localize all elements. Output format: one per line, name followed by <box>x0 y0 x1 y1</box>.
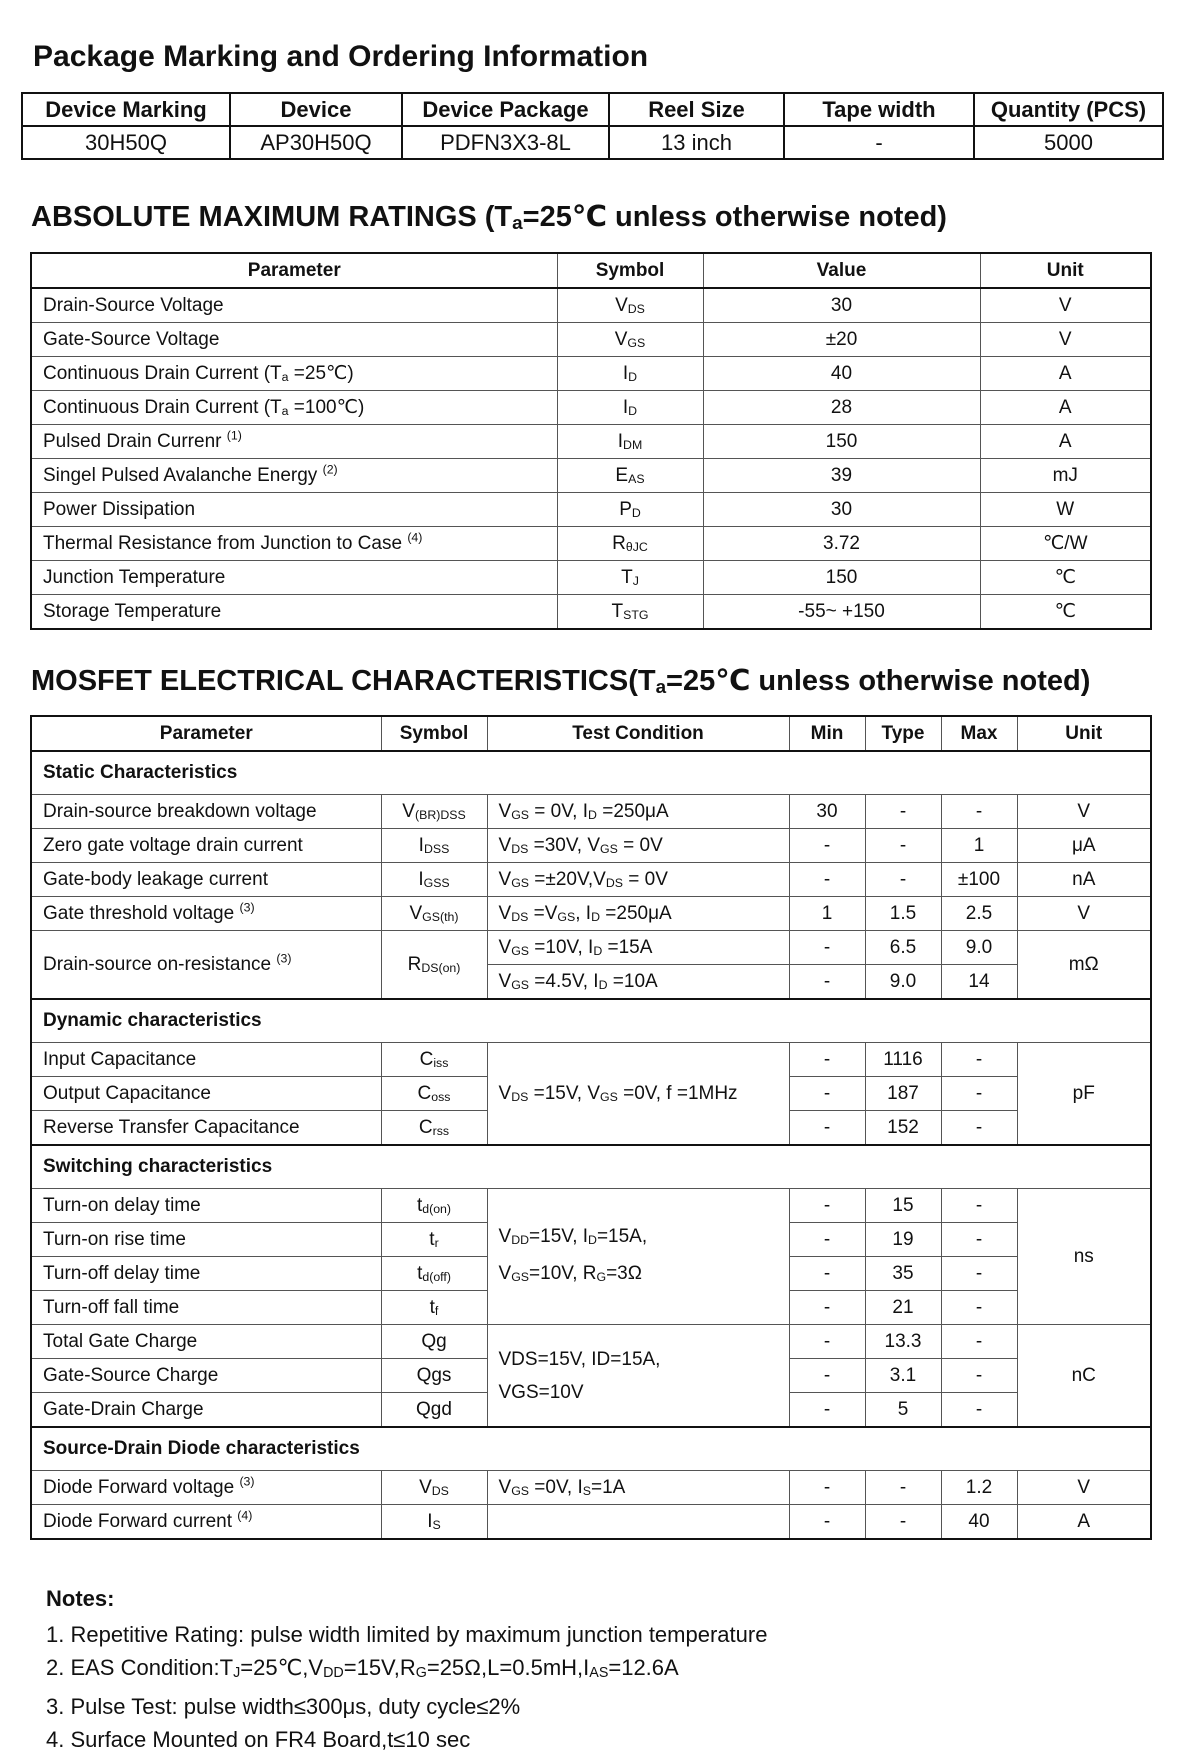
quantity-value: 5000 <box>974 126 1163 159</box>
test-condition-cell: $V_{GS} = 0V$, $I_D =250\mu A$ <box>487 795 789 829</box>
symbol-cell: Qgs <box>381 1359 487 1393</box>
unit-cell: μA <box>1017 829 1151 863</box>
symbol-cell: $I_D$ <box>557 357 703 391</box>
unit-cell: A <box>1017 1505 1151 1540</box>
min-cell: - <box>789 1189 865 1223</box>
type-cell: 3.1 <box>865 1359 941 1393</box>
test-condition-cell: $V_{GS} =10V$, $I_D =15A$ <box>487 931 789 965</box>
type-cell: 15 <box>865 1189 941 1223</box>
symbol-cell: $I_D$ <box>557 391 703 425</box>
max-cell: - <box>941 1111 1017 1146</box>
value-cell: 39 <box>703 459 980 493</box>
header-value: Value <box>703 253 980 288</box>
mos-table-row <box>31 829 1151 863</box>
value-cell: -55~ +150 <box>703 595 980 630</box>
mos-table-row <box>31 897 1151 931</box>
header-device-marking: Device Marking <box>22 93 230 126</box>
abs-table-row <box>31 323 1151 357</box>
header-tape-width: Tape width <box>784 93 974 126</box>
max-cell: - <box>941 1393 1017 1428</box>
section-title: Switching characteristics <box>31 1145 1151 1189</box>
parameter-cell: Drain-Source Voltage <box>31 288 557 323</box>
symbol-cell: $t_f$ <box>381 1291 487 1325</box>
parameter-cell: Diode Forward current $^{(4)}$ <box>31 1505 381 1540</box>
parameter-cell: Turn-off delay time <box>31 1257 381 1291</box>
device-marking-value: 30H50Q <box>22 126 230 159</box>
symbol-cell: $C_{iss}$ <box>381 1043 487 1077</box>
symbol-cell: $T_J$ <box>557 561 703 595</box>
symbol-cell: $R_{\theta JC}$ <box>557 527 703 561</box>
symbol-cell: $V_{GS(th)}$ <box>381 897 487 931</box>
notes-section <box>46 1586 767 1756</box>
symbol-cell: $T_{STG}$ <box>557 595 703 630</box>
mos-table-row <box>31 1505 1151 1540</box>
max-cell: 2.5 <box>941 897 1017 931</box>
min-cell: 1 <box>789 897 865 931</box>
parameter-cell: Thermal Resistance from Junction to Case $^{(4)}$ <box>31 527 557 561</box>
parameter-cell: Storage Temperature <box>31 595 557 630</box>
header-device-package: Device Package <box>402 93 609 126</box>
parameter-cell: Gate-body leakage current <box>31 863 381 897</box>
parameter-cell: Pulsed Drain Currenr $^{(1)}$ <box>31 425 557 459</box>
absolute-ratings-heading: ABSOLUTE MAXIMUM RATINGS ($T_a=25℃$ unless otherwise noted) <box>31 201 947 233</box>
header-parameter: Parameter <box>31 253 557 288</box>
value-cell: 30 <box>703 493 980 527</box>
test-condition-cell: $V_{GS} =0V$, $I_S=1A$ <box>487 1471 789 1505</box>
abs-table-row <box>31 425 1151 459</box>
note-item: 1. Repetitive Rating: pulse width limited by maximum junction temperature <box>46 1622 768 1647</box>
type-cell: 21 <box>865 1291 941 1325</box>
symbol-cell: $E_{AS}$ <box>557 459 703 493</box>
test-condition-cell: $V_{GS} =\pm 20V,V_{DS} = 0V$ <box>487 863 789 897</box>
min-cell: - <box>789 1077 865 1111</box>
parameter-cell: Turn-on rise time <box>31 1223 381 1257</box>
unit-cell: A <box>980 357 1151 391</box>
min-cell: - <box>789 965 865 1000</box>
max-cell: 40 <box>941 1505 1017 1540</box>
mos-table-row <box>31 1325 1151 1359</box>
max-cell: ±100 <box>941 863 1017 897</box>
parameter-cell: Zero gate voltage drain current <box>31 829 381 863</box>
symbol-cell: $t_{d(off)}$ <box>381 1257 487 1291</box>
value-cell: 40 <box>703 357 980 391</box>
parameter-cell: Gate-Source Charge <box>31 1359 381 1393</box>
value-cell: 3.72 <box>703 527 980 561</box>
symbol-cell: $t_r$ <box>381 1223 487 1257</box>
value-cell: 150 <box>703 561 980 595</box>
abs-table-row <box>31 595 1151 630</box>
unit-cell: A <box>980 391 1151 425</box>
symbol-cell: $t_{d(on)}$ <box>381 1189 487 1223</box>
min-cell: - <box>789 1325 865 1359</box>
type-cell: - <box>865 829 941 863</box>
note-item: 4. Surface Mounted on FR4 Board,t≤10 sec <box>46 1727 471 1753</box>
type-cell: 187 <box>865 1077 941 1111</box>
symbol-cell: $I_{DSS}$ <box>381 829 487 863</box>
test-condition-cell: $V_{GS} =4.5V$, $I_D =10A$ <box>487 965 789 1000</box>
symbol-cell: $C_{oss}$ <box>381 1077 487 1111</box>
type-cell: - <box>865 1505 941 1540</box>
section-diode <box>31 1427 1151 1471</box>
value-cell: 150 <box>703 425 980 459</box>
min-cell: - <box>789 1505 865 1540</box>
note-item: 3. Pulse Test: pulse width≤300μs, duty cycle≤2% <box>46 1694 521 1720</box>
unit-cell: mJ <box>980 459 1151 493</box>
type-cell: 6.5 <box>865 931 941 965</box>
parameter-cell: Power Dissipation <box>31 493 557 527</box>
mos-table-row <box>31 931 1151 965</box>
symbol-cell: Qgd <box>381 1393 487 1428</box>
unit-cell: mΩ <box>1017 931 1151 1000</box>
max-cell: 9.0 <box>941 931 1017 965</box>
max-cell: - <box>941 1043 1017 1077</box>
parameter-cell: Continuous Drain Current ($T_a$ =25℃) <box>31 357 557 391</box>
unit-cell: W <box>980 493 1151 527</box>
header-unit: Unit <box>1017 716 1151 751</box>
header-max: Max <box>941 716 1017 751</box>
symbol-cell: $C_{rss}$ <box>381 1111 487 1146</box>
mos-table-row <box>31 1043 1151 1077</box>
type-cell: - <box>865 863 941 897</box>
abs-table-row <box>31 391 1151 425</box>
abs-header-row <box>31 253 1151 288</box>
abs-table-row <box>31 493 1151 527</box>
note-item: 2. EAS $Condition:T_J=25℃,V_{DD}=15V,R_G=25Ω,L=0.5mH,I_{AS}=12.6A$ <box>46 1655 679 1682</box>
notes-title: Notes: <box>46 1586 115 1611</box>
parameter-cell: Singel Pulsed Avalanche Energy $^{(2)}$ <box>31 459 557 493</box>
test-condition-cell: VDS=15V, ID=15A, VGS=10V <box>487 1325 789 1428</box>
min-cell: 30 <box>789 795 865 829</box>
type-cell: - <box>865 795 941 829</box>
header-symbol: Symbol <box>381 716 487 751</box>
min-cell: - <box>789 1223 865 1257</box>
unit-cell: nA <box>1017 863 1151 897</box>
header-test-condition: Test Condition <box>487 716 789 751</box>
unit-cell: A <box>980 425 1151 459</box>
test-condition-cell: $V_{DS} =15V$, $V_{GS} =0V$, f =1MHz <box>487 1043 789 1146</box>
test-condition-cell: $V_{DS} =V_{GS}$, $I_D =250\mu A$ <box>487 897 789 931</box>
max-cell: - <box>941 1291 1017 1325</box>
unit-cell: ℃ <box>980 595 1151 630</box>
parameter-cell: Total Gate Charge <box>31 1325 381 1359</box>
abs-table-row <box>31 357 1151 391</box>
symbol-cell: $I_{GSS}$ <box>381 863 487 897</box>
unit-cell: V <box>980 323 1151 357</box>
unit-cell: pF <box>1017 1043 1151 1146</box>
min-cell: - <box>789 1257 865 1291</box>
test-condition-cell: $V_{DD}=15V$, $I_D=15A$, $V_{GS}=10V$, $R_G=3\Omega$ <box>487 1189 789 1325</box>
parameter-cell: Turn-on delay time <box>31 1189 381 1223</box>
mos-table-row <box>31 863 1151 897</box>
parameter-cell: Junction Temperature <box>31 561 557 595</box>
section-static <box>31 751 1151 795</box>
min-cell: - <box>789 863 865 897</box>
parameter-cell: Drain-source on-resistance $^{(3)}$ <box>31 931 381 1000</box>
package-heading: Package Marking and Ordering Information <box>33 40 649 73</box>
type-cell: 13.3 <box>865 1325 941 1359</box>
type-cell: - <box>865 1471 941 1505</box>
symbol-cell: $V_{(BR)DSS}$ <box>381 795 487 829</box>
parameter-cell: Continuous Drain Current ($T_a$ =100℃) <box>31 391 557 425</box>
symbol-cell: $V_{GS}$ <box>557 323 703 357</box>
symbol-cell: $R_{DS(on)}$ <box>381 931 487 1000</box>
test-condition-cell: $V_{DS} =30V$, $V_{GS} = 0V$ <box>487 829 789 863</box>
type-cell: 35 <box>865 1257 941 1291</box>
section-title: Source-Drain Diode characteristics <box>31 1427 1151 1471</box>
min-cell: - <box>789 829 865 863</box>
unit-cell: nC <box>1017 1325 1151 1428</box>
symbol-cell: $P_D$ <box>557 493 703 527</box>
symbol-cell: Qg <box>381 1325 487 1359</box>
mos-header-row <box>31 716 1151 751</box>
max-cell: 14 <box>941 965 1017 1000</box>
mos-table-row <box>31 795 1151 829</box>
value-cell: 28 <box>703 391 980 425</box>
header-device: Device <box>230 93 402 126</box>
reel-size-value: 13 inch <box>609 126 784 159</box>
type-cell: 9.0 <box>865 965 941 1000</box>
device-package-value: PDFN3X3-8L <box>402 126 609 159</box>
parameter-cell: Gate threshold voltage $^{(3)}$ <box>31 897 381 931</box>
header-reel-size: Reel Size <box>609 93 784 126</box>
test-condition-cell <box>487 1505 789 1540</box>
unit-cell: V <box>980 288 1151 323</box>
tape-width-value: - <box>784 126 974 159</box>
header-parameter: Parameter <box>31 716 381 751</box>
parameter-cell: Gate-Source Voltage <box>31 323 557 357</box>
unit-cell: ns <box>1017 1189 1151 1325</box>
parameter-cell: Diode Forward voltage $^{(3)}$ <box>31 1471 381 1505</box>
header-min: Min <box>789 716 865 751</box>
electrical-characteristics-table <box>30 715 1152 1540</box>
mos-table-row <box>31 1189 1151 1223</box>
symbol-cell: $I_{DM}$ <box>557 425 703 459</box>
max-cell: - <box>941 1223 1017 1257</box>
section-title: Dynamic characteristics <box>31 999 1151 1043</box>
min-cell: - <box>789 1393 865 1428</box>
min-cell: - <box>789 1291 865 1325</box>
mos-table-row <box>31 1471 1151 1505</box>
abs-table-row <box>31 561 1151 595</box>
max-cell: - <box>941 795 1017 829</box>
max-cell: - <box>941 1325 1017 1359</box>
parameter-cell: Turn-off fall time <box>31 1291 381 1325</box>
value-cell: ±20 <box>703 323 980 357</box>
type-cell: 1.5 <box>865 897 941 931</box>
unit-cell: ℃/W <box>980 527 1151 561</box>
min-cell: - <box>789 1043 865 1077</box>
abs-table-row <box>31 459 1151 493</box>
notes-list <box>46 1618 767 1756</box>
value-cell: 30 <box>703 288 980 323</box>
max-cell: - <box>941 1189 1017 1223</box>
parameter-cell: Reverse Transfer Capacitance <box>31 1111 381 1146</box>
min-cell: - <box>789 931 865 965</box>
symbol-cell: $V_{DS}$ <box>557 288 703 323</box>
symbol-cell: $V_{DS}$ <box>381 1471 487 1505</box>
unit-cell: V <box>1017 1471 1151 1505</box>
type-cell: 152 <box>865 1111 941 1146</box>
unit-cell: V <box>1017 795 1151 829</box>
device-value: AP30H50Q <box>230 126 402 159</box>
header-unit: Unit <box>980 253 1151 288</box>
section-title: Static Characteristics <box>31 751 1151 795</box>
package-table <box>21 92 1164 160</box>
parameter-cell: Output Capacitance <box>31 1077 381 1111</box>
header-quantity: Quantity (PCS) <box>974 93 1163 126</box>
parameter-cell: Input Capacitance <box>31 1043 381 1077</box>
max-cell: - <box>941 1257 1017 1291</box>
max-cell: - <box>941 1077 1017 1111</box>
type-cell: 19 <box>865 1223 941 1257</box>
parameter-cell: Gate-Drain Charge <box>31 1393 381 1428</box>
min-cell: - <box>789 1359 865 1393</box>
header-type: Type <box>865 716 941 751</box>
symbol-cell: $I_S$ <box>381 1505 487 1540</box>
unit-cell: V <box>1017 897 1151 931</box>
type-cell: 1116 <box>865 1043 941 1077</box>
header-symbol: Symbol <box>557 253 703 288</box>
max-cell: 1.2 <box>941 1471 1017 1505</box>
type-cell: 5 <box>865 1393 941 1428</box>
package-data-row <box>22 126 1163 159</box>
package-header-row <box>22 93 1163 126</box>
min-cell: - <box>789 1471 865 1505</box>
parameter-cell: Drain-source breakdown voltage <box>31 795 381 829</box>
min-cell: - <box>789 1111 865 1146</box>
section-switching <box>31 1145 1151 1189</box>
unit-cell: ℃ <box>980 561 1151 595</box>
absolute-ratings-table <box>30 252 1152 630</box>
abs-table-row <box>31 288 1151 323</box>
abs-table-row <box>31 527 1151 561</box>
electrical-characteristics-heading: MOSFET ELECTRICAL $CHARACTERISTICS(T_a=25℃$ unless otherwise noted) <box>31 665 1091 697</box>
section-dynamic <box>31 999 1151 1043</box>
max-cell: - <box>941 1359 1017 1393</box>
max-cell: 1 <box>941 829 1017 863</box>
